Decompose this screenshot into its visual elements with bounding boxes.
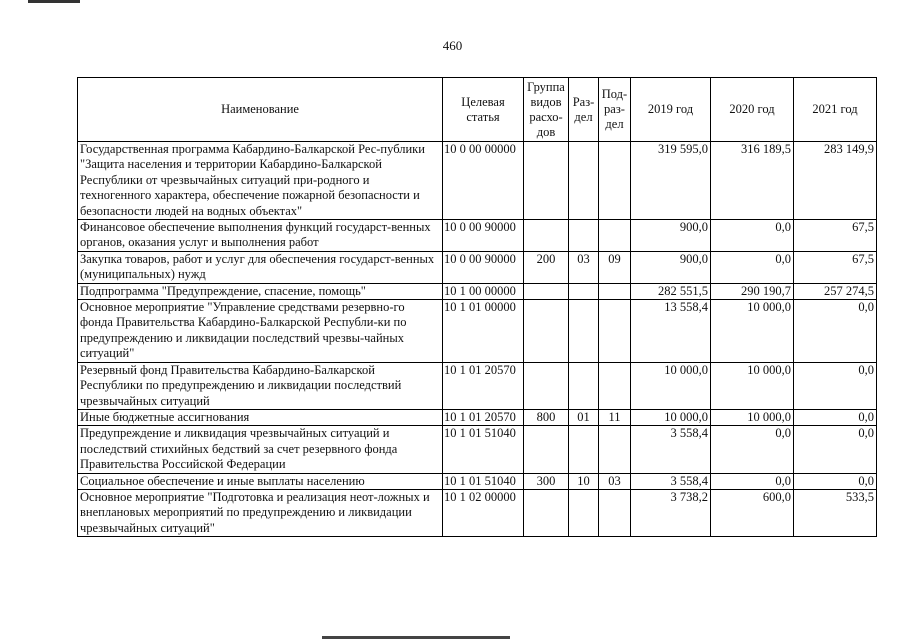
row-section <box>569 142 599 220</box>
row-value-2021: 0,0 <box>794 426 877 473</box>
row-value-2021: 0,0 <box>794 473 877 489</box>
row-subsection <box>599 220 631 252</box>
row-section <box>569 300 599 363</box>
row-target-article: 10 1 02 00000 <box>443 489 524 536</box>
table-row <box>78 362 877 409</box>
row-expense-group <box>524 283 569 299</box>
row-name: Закупка товаров, работ и услуг для обеспечения государст-венных (муниципальных) нужд <box>78 251 443 283</box>
row-subsection <box>599 283 631 299</box>
row-target-article: 10 0 00 90000 <box>443 220 524 252</box>
row-value-2019: 319 595,0 <box>631 142 711 220</box>
row-name: Предупреждение и ликвидация чрезвычайных ситуаций и последствий стихийных бедствий за счет резервного фонда Правительства Российской Федерации <box>78 426 443 473</box>
table-body <box>78 142 877 537</box>
bottom-edge-rule <box>322 636 510 639</box>
header-2021: 2021 год <box>794 78 877 142</box>
row-expense-group: 200 <box>524 251 569 283</box>
row-section <box>569 426 599 473</box>
row-value-2020: 316 189,5 <box>711 142 794 220</box>
row-value-2020: 10 000,0 <box>711 300 794 363</box>
row-value-2021: 257 274,5 <box>794 283 877 299</box>
row-value-2019: 3 558,4 <box>631 426 711 473</box>
row-value-2021: 67,5 <box>794 220 877 252</box>
page-number: 460 <box>442 38 463 53</box>
row-name: Основное мероприятие "Управление средствами резервно-го фонда Правительства Кабардино-Балкарской Республи-ки по предупреждению и ликвидации последствий чрезвы-чайных ситуаций" <box>78 300 443 363</box>
table-header-row <box>78 78 877 142</box>
row-name: Основное мероприятие "Подготовка и реализация неот-ложных и внеплановых мероприятий по предупреждению и ликвидации чрезвычайных ситуаций" <box>78 489 443 536</box>
row-target-article: 10 1 01 51040 <box>443 473 524 489</box>
row-value-2019: 13 558,4 <box>631 300 711 363</box>
row-value-2019: 10 000,0 <box>631 362 711 409</box>
row-value-2021: 0,0 <box>794 409 877 425</box>
row-name: Резервный фонд Правительства Кабардино-Балкарской Республики по предупреждению и ликвидации последствий чрезвычайных ситуаций <box>78 362 443 409</box>
row-value-2021: 67,5 <box>794 251 877 283</box>
row-subsection <box>599 489 631 536</box>
row-value-2019: 3 558,4 <box>631 473 711 489</box>
row-value-2021: 0,0 <box>794 300 877 363</box>
row-value-2020: 290 190,7 <box>711 283 794 299</box>
row-value-2019: 900,0 <box>631 251 711 283</box>
row-target-article: 10 1 01 20570 <box>443 362 524 409</box>
header-2019: 2019 год <box>631 78 711 142</box>
table-row <box>78 300 877 363</box>
table-row <box>78 220 877 252</box>
row-expense-group <box>524 142 569 220</box>
budget-table <box>77 77 877 537</box>
row-subsection: 09 <box>599 251 631 283</box>
row-subsection <box>599 362 631 409</box>
header-section: Раз-дел <box>569 78 599 142</box>
header-target-article: Целевая статья <box>443 78 524 142</box>
header-expense-group: Группа видов расхо-дов <box>524 78 569 142</box>
row-value-2019: 900,0 <box>631 220 711 252</box>
table-row <box>78 489 877 536</box>
row-subsection: 11 <box>599 409 631 425</box>
row-target-article: 10 1 01 00000 <box>443 300 524 363</box>
row-value-2020: 0,0 <box>711 251 794 283</box>
row-name: Финансовое обеспечение выполнения функций государст-венных органов, оказания услуг и выполнения работ <box>78 220 443 252</box>
row-value-2020: 10 000,0 <box>711 409 794 425</box>
row-name: Иные бюджетные ассигнования <box>78 409 443 425</box>
row-value-2020: 0,0 <box>711 220 794 252</box>
row-expense-group <box>524 300 569 363</box>
row-expense-group <box>524 220 569 252</box>
row-subsection <box>599 300 631 363</box>
row-target-article: 10 1 00 00000 <box>443 283 524 299</box>
table-row <box>78 426 877 473</box>
row-value-2019: 10 000,0 <box>631 409 711 425</box>
row-name: Государственная программа Кабардино-Балкарской Рес-публики "Защита населения и территории Кабардино-Балкарской Республики от чрезвычайных ситуаций при-родного и техногенного характера, обеспечение пожарной безопасности и безопасности людей на водных объектах" <box>78 142 443 220</box>
table-row <box>78 283 877 299</box>
row-expense-group <box>524 426 569 473</box>
row-value-2021: 533,5 <box>794 489 877 536</box>
row-value-2019: 282 551,5 <box>631 283 711 299</box>
row-value-2020: 0,0 <box>711 426 794 473</box>
row-section: 03 <box>569 251 599 283</box>
header-2020: 2020 год <box>711 78 794 142</box>
header-subsection: Под-раз-дел <box>599 78 631 142</box>
top-edge-rule <box>28 0 80 3</box>
row-section <box>569 489 599 536</box>
row-name: Подпрограмма "Предупреждение, спасение, помощь" <box>78 283 443 299</box>
row-value-2020: 600,0 <box>711 489 794 536</box>
row-expense-group: 300 <box>524 473 569 489</box>
row-value-2021: 0,0 <box>794 362 877 409</box>
row-value-2019: 3 738,2 <box>631 489 711 536</box>
row-target-article: 10 0 00 90000 <box>443 251 524 283</box>
row-section <box>569 362 599 409</box>
row-section <box>569 220 599 252</box>
row-section <box>569 283 599 299</box>
header-name: Наименование <box>78 78 443 142</box>
row-value-2021: 283 149,9 <box>794 142 877 220</box>
table-row <box>78 409 877 425</box>
row-section: 10 <box>569 473 599 489</box>
row-expense-group <box>524 489 569 536</box>
table-row <box>78 251 877 283</box>
row-target-article: 10 0 00 00000 <box>443 142 524 220</box>
row-target-article: 10 1 01 51040 <box>443 426 524 473</box>
row-value-2020: 0,0 <box>711 473 794 489</box>
row-expense-group <box>524 362 569 409</box>
row-expense-group: 800 <box>524 409 569 425</box>
row-subsection <box>599 426 631 473</box>
table-row <box>78 473 877 489</box>
row-subsection: 03 <box>599 473 631 489</box>
row-value-2020: 10 000,0 <box>711 362 794 409</box>
row-name: Социальное обеспечение и иные выплаты населению <box>78 473 443 489</box>
row-section: 01 <box>569 409 599 425</box>
row-subsection <box>599 142 631 220</box>
row-target-article: 10 1 01 20570 <box>443 409 524 425</box>
table-row <box>78 142 877 220</box>
